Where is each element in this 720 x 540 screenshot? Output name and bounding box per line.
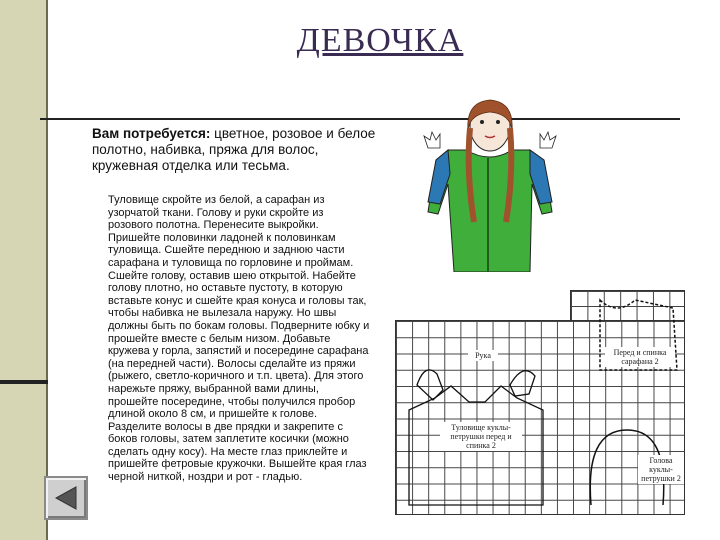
torso-pattern-label: Туловище куклы-петрушки перед и спинка 2 [440, 422, 522, 451]
materials-text: цветное, розовое и белое полотно, набивка, пряжа для волос, кружевная отделка или тесьма. [92, 126, 376, 173]
back-button[interactable] [44, 476, 88, 520]
hand-pattern-label: Рука [468, 350, 498, 361]
page-title: ДЕВОЧКА [296, 22, 464, 59]
title-divider [40, 118, 680, 120]
materials-paragraph [92, 126, 382, 174]
head-pattern-label: Голова куклы-петрушки 2 [638, 455, 684, 484]
instructions-text: Туловище скройте из белой, а сарафан из узорчатой ткани. Голову и руки скройте из розового полотна. Перенесите выкройки. Пришейте половинки ладоней к половинкам туловища. Сшейте переднюю и заднюю части сарафана и туловища по горловине и проймам. Сшейте голову, оставив шею открытой. Набейте голову плотно, но оставьте пустоту, в которую вставьте конус и сшейте края конуса и головы так, чтобы набивка не вылезала наружу. Но швы должны быть по бокам головы. Подверните юбку и прошейте вместе с белым низом. Добавьте кружева у горла, запястий и посередине сарафана (на передней части). Волосы сделайте из пряжи (рыжего, светло-коричного и т.п. цвета). Для этого нарежьте пряжу, выбранной вами длины, прошейте посередине, чтобы получился пробор длиной около 8 см, и пришейте к голове. Разделите волосы в две прядки и закрепите с боков головы, затем заплетите косички (можно сделать одну косу). На месте глаз приклейте и пришейте фетровые кружочки. Вышейте края глаз черной ниткой, ноздри и рот - гладью. [108, 194, 370, 484]
left-decorative-band [0, 0, 46, 540]
left-band-border [46, 0, 48, 540]
doll-illustration [418, 92, 560, 272]
sarafan-pattern-label: Перед и спинка сарафана 2 [605, 347, 675, 367]
back-arrow-icon [52, 484, 80, 512]
band-accent-line [0, 380, 48, 384]
materials-label: Вам потребуется: [92, 126, 211, 141]
